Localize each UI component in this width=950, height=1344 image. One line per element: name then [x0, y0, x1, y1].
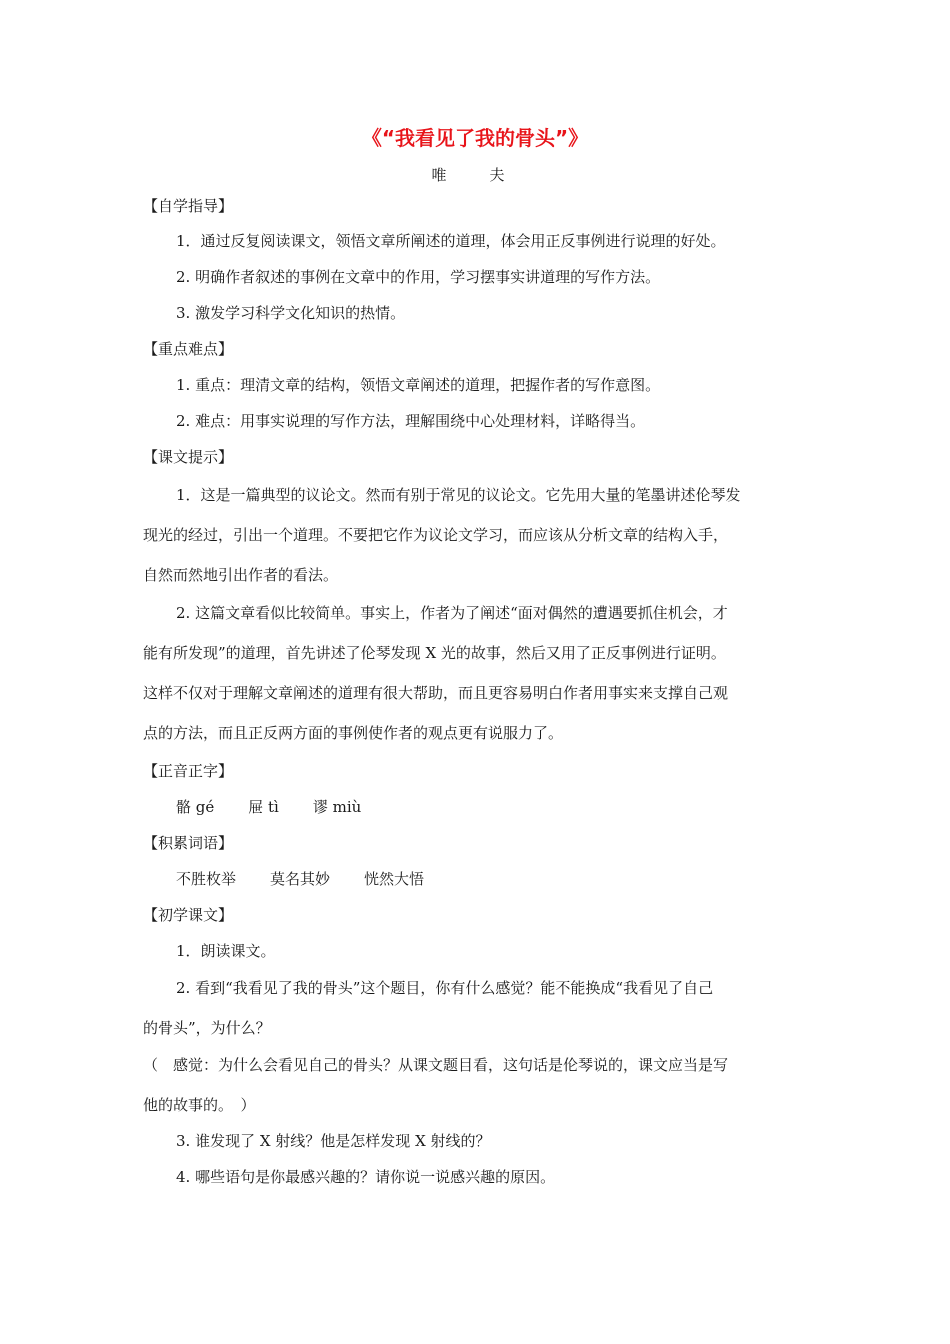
hint-paragraph-line: 能有所发现”的道理，首先讲述了伦琴发现 X 光的故事，然后又用了正反事例进行证明。	[143, 644, 726, 662]
pronunciation-list	[176, 797, 361, 817]
vocabulary-item: 不胜枚举	[176, 870, 237, 888]
self-study-item: 3. 激发学习科学文化知识的热情。	[176, 304, 406, 322]
first-study-question: 的骨头”，为什么？	[143, 1019, 271, 1037]
first-study-question: 2. 看到“我看见了我的骨头”这个题目，你有什么感觉？能不能换成“我看见了自己	[176, 979, 714, 997]
first-study-question: 4. 哪些语句是你最感兴趣的？请你说一说感兴趣的原因。	[176, 1168, 556, 1186]
hint-paragraph-line: 自然而然地引出作者的看法。	[143, 566, 339, 584]
self-study-item: 2. 明确作者叙述的事例在文章中的作用，学习摆事实讲道理的写作方法。	[176, 268, 661, 286]
pronunciation-item: 骼 gé	[176, 798, 215, 816]
first-study-answer: （ 感觉：为什么会看见自己的骨头？从课文题目看，这句话是伦琴说的，课文应当是写	[143, 1056, 729, 1074]
key-point-item: 2. 难点：用事实说理的写作方法，理解围绕中心处理材料，详略得当。	[176, 412, 646, 430]
pronunciation-item: 屉 tì	[248, 798, 279, 816]
hint-paragraph-line: 点的方法，而且正反两方面的事例使作者的观点更有说服力了。	[143, 724, 564, 742]
heading-hints: 【课文提示】	[143, 448, 234, 466]
pronunciation-item: 谬 miù	[312, 798, 362, 816]
self-study-item: 1．通过反复阅读课文，领悟文章所阐述的道理，体会用正反事例进行说理的好处。	[176, 232, 726, 250]
first-study-answer: 他的故事的。 ）	[143, 1096, 256, 1114]
heading-vocabulary: 【积累词语】	[143, 834, 234, 852]
first-study-question: 3. 谁发现了 X 射线？他是怎样发现 X 射线的？	[176, 1132, 491, 1150]
first-study-question: 1．朗读课文。	[176, 942, 276, 960]
hint-paragraph-line: 现光的经过，引出一个道理。不要把它作为议论文学习，而应该从分析文章的结构入手，	[143, 526, 729, 544]
document-title: 《“我看见了我的骨头”》	[361, 126, 589, 150]
vocabulary-item: 恍然大悟	[364, 870, 425, 888]
vocabulary-item: 莫名其妙	[270, 870, 331, 888]
heading-first-study: 【初学课文】	[143, 906, 234, 924]
heading-self-study: 【自学指导】	[143, 197, 234, 215]
hint-paragraph-line: 这样不仅对于理解文章阐述的道理有很大帮助，而且更容易明白作者用事实来支撑自己观	[143, 684, 729, 702]
heading-key-points: 【重点难点】	[143, 340, 234, 358]
vocabulary-list	[176, 869, 424, 889]
heading-pronunciation: 【正音正字】	[143, 762, 234, 780]
author-name: 唯 夫	[431, 166, 519, 184]
key-point-item: 1. 重点：理清文章的结构，领悟文章阐述的道理，把握作者的写作意图。	[176, 376, 661, 394]
hint-paragraph-line: 1．这是一篇典型的议论文。然而有别于常见的议论文。它先用大量的笔墨讲述伦琴发	[176, 486, 741, 504]
hint-paragraph-line: 2. 这篇文章看似比较简单。事实上，作者为了阐述“面对偶然的遭遇要抓住机会，才	[176, 604, 728, 622]
